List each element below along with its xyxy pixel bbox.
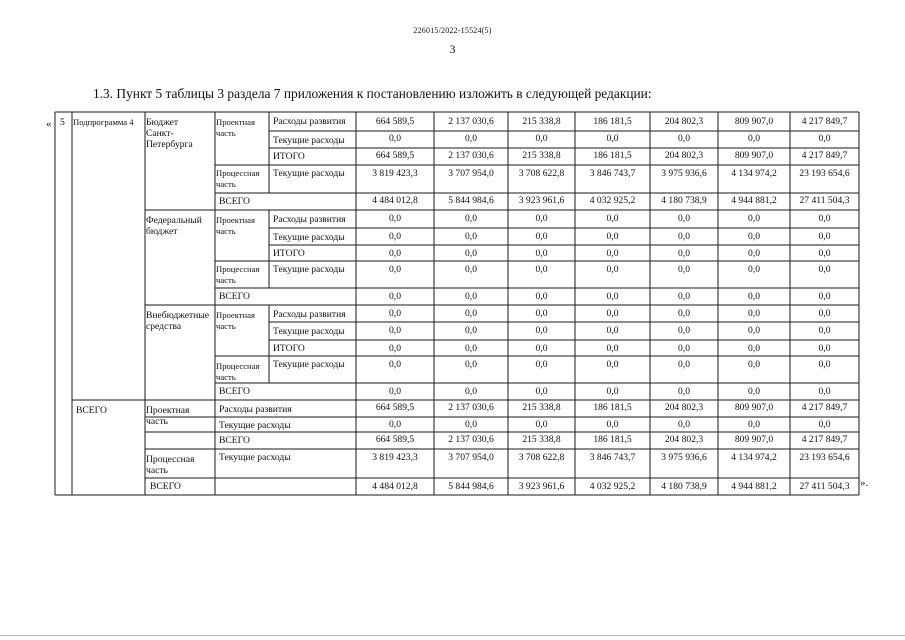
value-cell: 3 846 743,7: [589, 452, 636, 463]
value-cell: 0,0: [818, 359, 831, 370]
value-cell: 3 923 961,6: [518, 481, 565, 492]
value-cell: 0,0: [535, 308, 548, 319]
value-cell: 4 134 974,2: [731, 452, 777, 463]
label-current: Текущие расходы: [273, 168, 345, 179]
part-project: Проектная: [216, 117, 255, 127]
value-cell: 0,0: [389, 264, 401, 275]
value-cell: 4 180 738,9: [661, 481, 707, 492]
value-cell: 0,0: [606, 231, 619, 242]
source-spb-budget: Бюджет: [146, 117, 179, 128]
value-cell: 3 707 954,0: [448, 452, 494, 463]
value-cell: 0,0: [606, 133, 619, 144]
value-cell: 664 589,5: [375, 150, 415, 161]
value-cell: 0,0: [748, 386, 760, 397]
value-cell: 186 181,5: [593, 150, 632, 161]
value-cell: 0,0: [389, 248, 401, 259]
part-process: часть: [146, 465, 168, 476]
value-cell: 0,0: [818, 291, 831, 302]
value-cell: 4 484 012,8: [372, 481, 418, 492]
value-cell: 664 589,5: [375, 434, 415, 445]
label-current: Текущие расходы: [219, 420, 291, 431]
value-cell: 0,0: [818, 325, 831, 336]
value-cell: 0,0: [465, 325, 477, 336]
value-cell: 0,0: [678, 419, 690, 430]
part-project: часть: [146, 416, 168, 427]
value-cell: 0,0: [818, 133, 831, 144]
value-cell: 0,0: [389, 325, 401, 336]
value-cell: 0,0: [606, 359, 619, 370]
value-cell: 0,0: [465, 291, 477, 302]
part-process: часть: [216, 179, 236, 189]
value-cell: 0,0: [389, 291, 401, 302]
value-cell: 3 819 423,3: [372, 168, 418, 179]
value-cell: 0,0: [818, 264, 831, 275]
closing-quote: ».: [860, 477, 869, 489]
value-cell: 0,0: [678, 248, 690, 259]
value-cell: 4 944 881,2: [731, 481, 777, 492]
value-cell: 0,0: [748, 308, 760, 319]
value-cell: 3 846 743,7: [589, 168, 636, 179]
value-cell: 215 338,8: [522, 402, 561, 413]
document-id: 226015/2022-15524(5): [413, 26, 492, 35]
source-extrabudgetary: средства: [146, 321, 182, 332]
part-process: Процессная: [216, 168, 260, 178]
value-cell: 0,0: [535, 359, 548, 370]
value-cell: 0,0: [818, 386, 831, 397]
label-vsego: ВСЕГО: [219, 386, 250, 397]
part-project: часть: [216, 128, 236, 138]
value-cell: 186 181,5: [593, 116, 632, 127]
label-current: Текущие расходы: [273, 135, 345, 146]
value-cell: 0,0: [465, 213, 477, 224]
value-cell: 0,0: [818, 419, 831, 430]
value-cell: 0,0: [389, 231, 401, 242]
value-cell: 0,0: [606, 248, 619, 259]
value-cell: 0,0: [535, 419, 548, 430]
value-cell: 4 217 849,7: [801, 116, 848, 127]
value-cell: 3 975 936,6: [661, 168, 707, 179]
value-cell: 3 975 936,6: [661, 452, 707, 463]
value-cell: 0,0: [606, 419, 619, 430]
value-cell: 186 181,5: [593, 434, 632, 445]
value-cell: 0,0: [389, 213, 401, 224]
part-process: часть: [216, 275, 236, 285]
value-cell: 0,0: [535, 231, 548, 242]
value-cell: 2 137 030,6: [448, 116, 494, 127]
value-cell: 0,0: [535, 343, 548, 354]
source-extrabudgetary: Внебюджетные: [146, 310, 210, 321]
source-spb-budget: Петербурга: [146, 139, 193, 150]
opening-quote: «: [46, 118, 52, 130]
value-cell: 0,0: [748, 343, 760, 354]
value-cell: 0,0: [606, 343, 619, 354]
value-cell: 0,0: [535, 248, 548, 259]
value-cell: 4 032 925,2: [589, 195, 636, 206]
value-cell: 5 844 984,6: [448, 195, 494, 206]
value-cell: 0,0: [389, 419, 401, 430]
part-project: часть: [216, 321, 236, 331]
scan-edge: [0, 635, 905, 636]
value-cell: 215 338,8: [522, 434, 561, 445]
label-itogo: ИТОГО: [273, 151, 305, 162]
value-cell: 0,0: [465, 419, 477, 430]
value-cell: 4 484 012,8: [372, 195, 418, 206]
value-cell: 0,0: [678, 264, 690, 275]
value-cell: 23 193 654,6: [799, 452, 850, 463]
value-cell: 0,0: [678, 133, 690, 144]
value-cell: 0,0: [606, 291, 619, 302]
value-cell: 0,0: [606, 386, 619, 397]
value-cell: 0,0: [678, 359, 690, 370]
value-cell: 4 134 974,2: [731, 168, 777, 179]
value-cell: 0,0: [389, 308, 401, 319]
value-cell: 0,0: [389, 133, 401, 144]
value-cell: 0,0: [748, 359, 760, 370]
value-cell: 0,0: [535, 133, 548, 144]
value-cell: 3 819 423,3: [372, 452, 418, 463]
value-cell: 4 217 849,7: [801, 434, 848, 445]
value-cell: 3 708 622,8: [518, 452, 565, 463]
value-cell: 4 944 881,2: [731, 195, 777, 206]
value-cell: 0,0: [465, 386, 477, 397]
value-cell: 0,0: [389, 386, 401, 397]
value-cell: 664 589,5: [375, 402, 415, 413]
label-current: Текущие расходы: [219, 452, 291, 463]
page-number: 3: [449, 42, 456, 56]
part-process: Процессная: [216, 264, 260, 274]
value-cell: 2 137 030,6: [448, 402, 494, 413]
value-cell: 0,0: [818, 213, 831, 224]
value-cell: 0,0: [535, 325, 548, 336]
label-development: Расходы развития: [273, 214, 346, 225]
value-cell: 0,0: [465, 359, 477, 370]
value-cell: 0,0: [389, 359, 401, 370]
label-vsego: ВСЕГО: [219, 435, 250, 446]
label-current: Текущие расходы: [273, 232, 345, 243]
value-cell: 0,0: [748, 325, 760, 336]
source-spb-budget: Санкт-: [146, 128, 174, 139]
source-federal-budget: бюджет: [146, 226, 178, 237]
value-cell: 0,0: [535, 213, 548, 224]
part-process: Процессная: [146, 454, 195, 465]
value-cell: 809 907,0: [734, 116, 774, 127]
value-cell: 3 923 961,6: [518, 195, 565, 206]
value-cell: 27 411 504,3: [799, 481, 850, 492]
value-cell: 0,0: [389, 343, 401, 354]
value-cell: 809 907,0: [734, 150, 774, 161]
part-process: Процессная: [216, 361, 260, 371]
amendment-heading: 1.3. Пункт 5 таблицы 3 раздела 7 приложения к постановлению изложить в следующей редакции:: [93, 86, 652, 101]
value-cell: 204 802,3: [664, 402, 704, 413]
source-federal-budget: Федеральный: [146, 215, 202, 226]
value-cell: 4 217 849,7: [801, 402, 848, 413]
value-cell: 186 181,5: [593, 402, 632, 413]
value-cell: 0,0: [606, 213, 619, 224]
value-cell: 215 338,8: [522, 150, 561, 161]
part-project: часть: [216, 226, 236, 236]
value-cell: 0,0: [678, 325, 690, 336]
label-current: Текущие расходы: [273, 264, 345, 275]
value-cell: 0,0: [748, 419, 760, 430]
value-cell: 0,0: [678, 308, 690, 319]
label-vsego: ВСЕГО: [219, 196, 250, 207]
value-cell: 4 180 738,9: [661, 195, 707, 206]
label-development: Расходы развития: [273, 116, 346, 127]
value-cell: 0,0: [606, 325, 619, 336]
value-cell: 4 032 925,2: [589, 481, 636, 492]
subprogram-name: Подпрограмма 4: [73, 117, 134, 127]
part-process: часть: [216, 372, 236, 382]
value-cell: 215 338,8: [522, 116, 561, 127]
value-cell: 0,0: [818, 231, 831, 242]
value-cell: 4 217 849,7: [801, 150, 848, 161]
value-cell: 0,0: [818, 343, 831, 354]
value-cell: 0,0: [748, 133, 760, 144]
label-itogo: ИТОГО: [273, 343, 305, 354]
value-cell: 0,0: [818, 248, 831, 259]
label-current: Текущие расходы: [273, 326, 345, 337]
row-number: 5: [60, 117, 65, 128]
value-cell: 0,0: [465, 343, 477, 354]
value-cell: 204 802,3: [664, 116, 704, 127]
value-cell: 0,0: [465, 133, 477, 144]
value-cell: 3 707 954,0: [448, 168, 494, 179]
value-cell: 0,0: [678, 231, 690, 242]
value-cell: 0,0: [748, 213, 760, 224]
value-cell: 23 193 654,6: [799, 168, 850, 179]
value-cell: 0,0: [465, 231, 477, 242]
value-cell: 809 907,0: [734, 402, 774, 413]
value-cell: 0,0: [535, 386, 548, 397]
value-cell: 664 589,5: [375, 116, 415, 127]
label-current: Текущие расходы: [273, 359, 345, 370]
value-cell: 5 844 984,6: [448, 481, 494, 492]
value-cell: 0,0: [606, 308, 619, 319]
value-cell: 0,0: [678, 291, 690, 302]
label-itogo: ИТОГО: [273, 248, 305, 259]
value-cell: 0,0: [748, 264, 760, 275]
source-total: ВСЕГО: [76, 405, 107, 416]
value-cell: 0,0: [748, 248, 760, 259]
value-cell: 809 907,0: [734, 434, 774, 445]
value-cell: 0,0: [748, 291, 760, 302]
label-development: Расходы развития: [219, 404, 292, 415]
value-cell: 0,0: [748, 231, 760, 242]
value-cell: 0,0: [465, 308, 477, 319]
value-cell: 0,0: [465, 248, 477, 259]
label-development: Расходы развития: [273, 309, 346, 320]
part-project: Проектная: [216, 215, 255, 225]
value-cell: 0,0: [818, 308, 831, 319]
label-vsego: ВСЕГО: [150, 481, 181, 492]
value-cell: 0,0: [465, 264, 477, 275]
value-cell: 0,0: [678, 343, 690, 354]
value-cell: 0,0: [535, 264, 548, 275]
part-project: Проектная: [216, 310, 255, 320]
value-cell: 204 802,3: [664, 434, 704, 445]
value-cell: 3 708 622,8: [518, 168, 565, 179]
value-cell: 0,0: [678, 213, 690, 224]
value-cell: 0,0: [535, 291, 548, 302]
label-vsego: ВСЕГО: [219, 291, 250, 302]
value-cell: 204 802,3: [664, 150, 704, 161]
value-cell: 0,0: [678, 386, 690, 397]
value-cell: 27 411 504,3: [799, 195, 850, 206]
part-project: Проектная: [146, 405, 190, 416]
value-cell: 2 137 030,6: [448, 150, 494, 161]
value-cell: 2 137 030,6: [448, 434, 494, 445]
value-cell: 0,0: [606, 264, 619, 275]
